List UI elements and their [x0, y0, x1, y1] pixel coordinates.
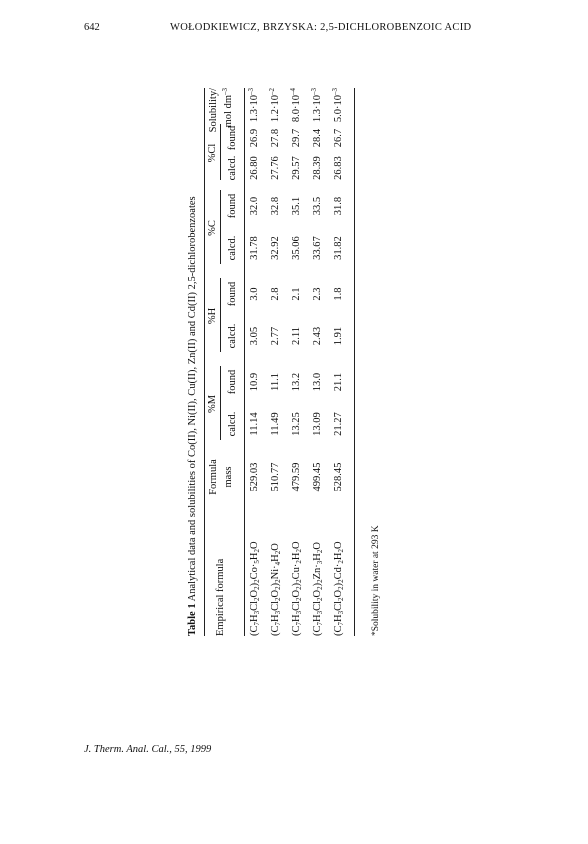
cell-c-found: 33.5 — [312, 196, 323, 216]
header-pct-cl: %Cl — [207, 143, 218, 163]
cell-m-calcd: 21.27 — [333, 412, 344, 436]
cell-cl-found: 26.7 — [333, 128, 344, 148]
row-empirical-formula: $(C_7H_3Cl_2O_2)_2Cd\cdot_2H_2O$ — [333, 541, 345, 636]
cell-solubility — [291, 88, 302, 142]
cell-c-calcd: 32.92 — [270, 236, 281, 260]
row-empirical-formula: $(C_7H_3Cl_2O_2)_2Zn\cdot_3H_2O$ — [312, 542, 324, 636]
cell-mass: 479.59 — [291, 462, 302, 492]
cell-c-found: 32.8 — [270, 196, 281, 216]
table-bottom-rule — [354, 88, 355, 636]
header-solubility-unit-exponent: –3 — [221, 88, 229, 95]
cell-solubility — [249, 88, 260, 142]
header-m-found: found — [227, 369, 238, 395]
row-empirical-formula: $(C_7H_3Cl_2O_2)_2Co\cdot_5H_2O$ — [249, 541, 261, 636]
cell-solubility-exponent: –3 — [310, 88, 318, 95]
cell-h-calcd: 3.05 — [249, 326, 260, 346]
cell-cl-found: 29.7 — [291, 128, 302, 148]
cell-cl-calcd: 27.76 — [270, 156, 281, 180]
header-solubility-unit: mol dm — [223, 95, 234, 128]
table-caption — [187, 196, 198, 636]
table-footnote: *Solubility in water at 293 K — [371, 525, 381, 636]
table-caption-label: Table 1 — [187, 603, 198, 636]
header-solubility-line1: Solubility/ — [208, 88, 219, 133]
cell-c-found: 31.8 — [333, 196, 344, 216]
cell-mass: 529.03 — [249, 462, 260, 492]
cell-c-found: 32.0 — [249, 196, 260, 216]
cell-h-found: 2.8 — [270, 287, 281, 301]
cell-cl-calcd: 26.80 — [249, 156, 260, 180]
cell-m-found: 21.1 — [333, 372, 344, 392]
cell-cl-found: 27.8 — [270, 128, 281, 148]
cell-solubility — [333, 88, 344, 142]
cell-m-found: 13.0 — [312, 372, 323, 392]
cell-mass: 528.45 — [333, 462, 344, 492]
table-caption-text: Analytical data and solubilities of Co(II), Ni(II), Cu(II), Zn(II) and Cd(II) 2,5-dichlorobenzoates — [187, 196, 198, 602]
journal-footer: J. Therm. Anal. Cal., 55, 1999 — [84, 744, 212, 755]
cell-solubility-exponent: –3 — [331, 88, 339, 95]
cell-solubility-exponent: –2 — [268, 88, 276, 95]
cell-c-found: 35.1 — [291, 196, 302, 216]
header-cl-found: found — [227, 125, 238, 151]
cell-cl-calcd: 26.83 — [333, 156, 344, 180]
cell-m-found: 11.1 — [270, 373, 281, 391]
cell-solubility-mantissa: 5.0·10 — [333, 95, 344, 123]
header-pct-m: %M — [207, 394, 218, 414]
cell-c-calcd: 31.82 — [333, 236, 344, 260]
cell-m-calcd: 11.49 — [270, 412, 281, 436]
cell-mass: 499.45 — [312, 462, 323, 492]
header-h-found: found — [227, 281, 238, 307]
cell-solubility-mantissa: 8.0·10 — [291, 95, 302, 123]
cell-solubility-mantissa: 1.3·10 — [249, 95, 260, 123]
header-pct-m-rule — [220, 366, 221, 440]
row-empirical-formula: $(C_7H_3Cl_2O_2)_2Cu\cdot_2H_2O$ — [291, 541, 303, 636]
page-number: 642 — [84, 22, 100, 33]
table-top-rule — [204, 88, 205, 636]
cell-m-calcd: 13.25 — [291, 412, 302, 436]
cell-h-found: 2.3 — [312, 287, 323, 301]
cell-h-calcd: 2.11 — [291, 327, 302, 345]
cell-m-calcd: 11.14 — [249, 412, 260, 436]
row-empirical-formula: $(C_7H_3Cl_2O_2)_2Ni\cdot_4H_2O$ — [270, 543, 282, 636]
running-head — [0, 22, 588, 38]
cell-h-found: 1.8 — [333, 287, 344, 301]
cell-cl-found: 28.4 — [312, 128, 323, 148]
cell-m-found: 13.2 — [291, 372, 302, 392]
cell-cl-calcd: 29.57 — [291, 156, 302, 180]
cell-c-calcd: 33.67 — [312, 236, 323, 260]
header-pct-c: %C — [207, 220, 218, 236]
cell-cl-calcd: 28.39 — [312, 156, 323, 180]
cell-m-found: 10.9 — [249, 372, 260, 392]
rotated-table-block — [187, 88, 387, 636]
cell-h-found: 3.0 — [249, 287, 260, 301]
header-pct-cl-rule — [220, 124, 221, 180]
cell-mass: 510.77 — [270, 462, 281, 492]
cell-solubility-mantissa: 1.2·10 — [270, 95, 281, 123]
cell-h-calcd: 2.77 — [270, 326, 281, 346]
cell-solubility-exponent: –3 — [247, 88, 255, 95]
header-c-found: found — [227, 193, 238, 219]
cell-h-calcd: 1.91 — [333, 326, 344, 346]
cell-m-calcd: 13.09 — [312, 412, 323, 436]
header-formula-mass-line2: mass — [223, 466, 234, 488]
cell-solubility-exponent: –4 — [289, 88, 297, 95]
running-head-title: WOŁODKIEWICZ, BRZYSKA: 2,5-DICHLOROBENZOIC ACID — [170, 22, 472, 33]
table-header-rule — [244, 88, 245, 636]
header-solubility-line2 — [223, 88, 234, 142]
header-c-calcd: calcd. — [227, 235, 238, 261]
cell-solubility — [312, 88, 323, 142]
cell-c-calcd: 35.06 — [291, 236, 302, 260]
cell-solubility-mantissa: 1.3·10 — [312, 95, 323, 123]
header-h-calcd: calcd. — [227, 323, 238, 349]
header-formula-mass-line1: Formula — [208, 459, 219, 495]
header-pct-h: %H — [207, 307, 218, 325]
cell-c-calcd: 31.78 — [249, 236, 260, 260]
header-m-calcd: calcd. — [227, 411, 238, 437]
header-empirical-formula: Empirical formula — [215, 558, 226, 636]
cell-h-calcd: 2.43 — [312, 326, 323, 346]
header-pct-c-rule — [220, 190, 221, 264]
cell-cl-found: 26.9 — [249, 128, 260, 148]
header-cl-calcd: calcd. — [227, 155, 238, 181]
cell-solubility — [270, 88, 281, 142]
cell-h-found: 2.1 — [291, 287, 302, 301]
header-pct-h-rule — [220, 278, 221, 352]
